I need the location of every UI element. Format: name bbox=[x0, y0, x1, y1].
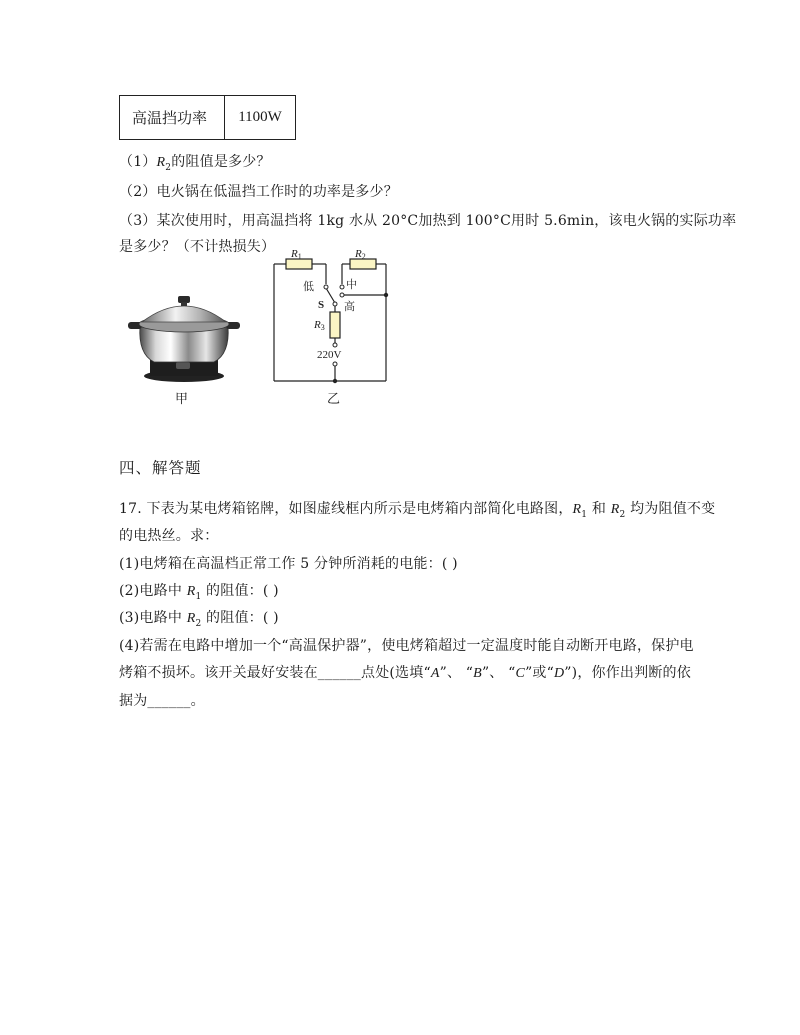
variable-subscript: 2 bbox=[165, 162, 172, 173]
spec-label: 高温挡功率 bbox=[120, 96, 225, 140]
figure-label-yi: 乙 bbox=[327, 392, 341, 407]
spec-value: 1100W bbox=[225, 96, 296, 140]
question-17-part4-line2: 烤箱不损坏。该开关最好安装在______点处(选填“A”、 “B”、 “C”或“D”)，你作出判断的依 bbox=[119, 665, 691, 681]
figure-label-jia: 甲 bbox=[175, 392, 189, 407]
label-mid: 中 bbox=[346, 278, 357, 291]
label-switch: S bbox=[318, 299, 325, 311]
label-r3: R3 bbox=[314, 319, 325, 332]
label-r2: R2 bbox=[355, 248, 366, 261]
hot-pot-image bbox=[124, 288, 244, 384]
question-17-part1: (1)电烤箱在高温档正常工作 5 分钟所消耗的电能：( ) bbox=[119, 556, 458, 572]
label-r1: R1 bbox=[291, 248, 302, 261]
circuit-diagram bbox=[268, 248, 398, 398]
label-high: 高 bbox=[344, 300, 355, 313]
question-16-2: （2）电火锅在低温挡工作时的功率是多少？ bbox=[119, 184, 398, 200]
label-voltage: 220V bbox=[317, 349, 342, 361]
question-17-part4-line1: (4)若需在电路中增加一个“高温保护器”，使电烤箱超过一定温度时能自动断开电路，保护电 bbox=[119, 638, 694, 654]
label-low: 低 bbox=[303, 280, 314, 293]
question-17-line1: 17. 下表为某电烤箱铭牌，如图虚线框内所示是电烤箱内部简化电路图，$R_1$ 和 $R_2$ 均为阻值不变 bbox=[119, 501, 716, 520]
question-16-3-cont: 是多少？（不计热损失） bbox=[119, 239, 276, 255]
question-number: （1） bbox=[119, 154, 157, 170]
spec-table bbox=[119, 95, 296, 140]
question-text: 的阻值是多少？ bbox=[171, 154, 271, 170]
question-17-line2: 的电热丝。求： bbox=[119, 528, 219, 544]
question-17-part3: (3)电路中 $R_2$ 的阻值：( ) bbox=[119, 610, 279, 629]
question-17-part2: (2)电路中 $R_1$ 的阻值：( ) bbox=[119, 583, 279, 602]
variable-r: R bbox=[156, 155, 166, 170]
question-16-3: （3）某次使用时，用高温挡将 1kg 水从 20°C加热到 100°C用时 5.6min，该电火锅的实际功率 bbox=[119, 213, 737, 229]
question-16-1 bbox=[119, 151, 271, 173]
table-row bbox=[120, 96, 296, 140]
section-title: 四、解答题 bbox=[119, 459, 202, 477]
question-17-part4-line3: 据为______。 bbox=[119, 693, 205, 709]
